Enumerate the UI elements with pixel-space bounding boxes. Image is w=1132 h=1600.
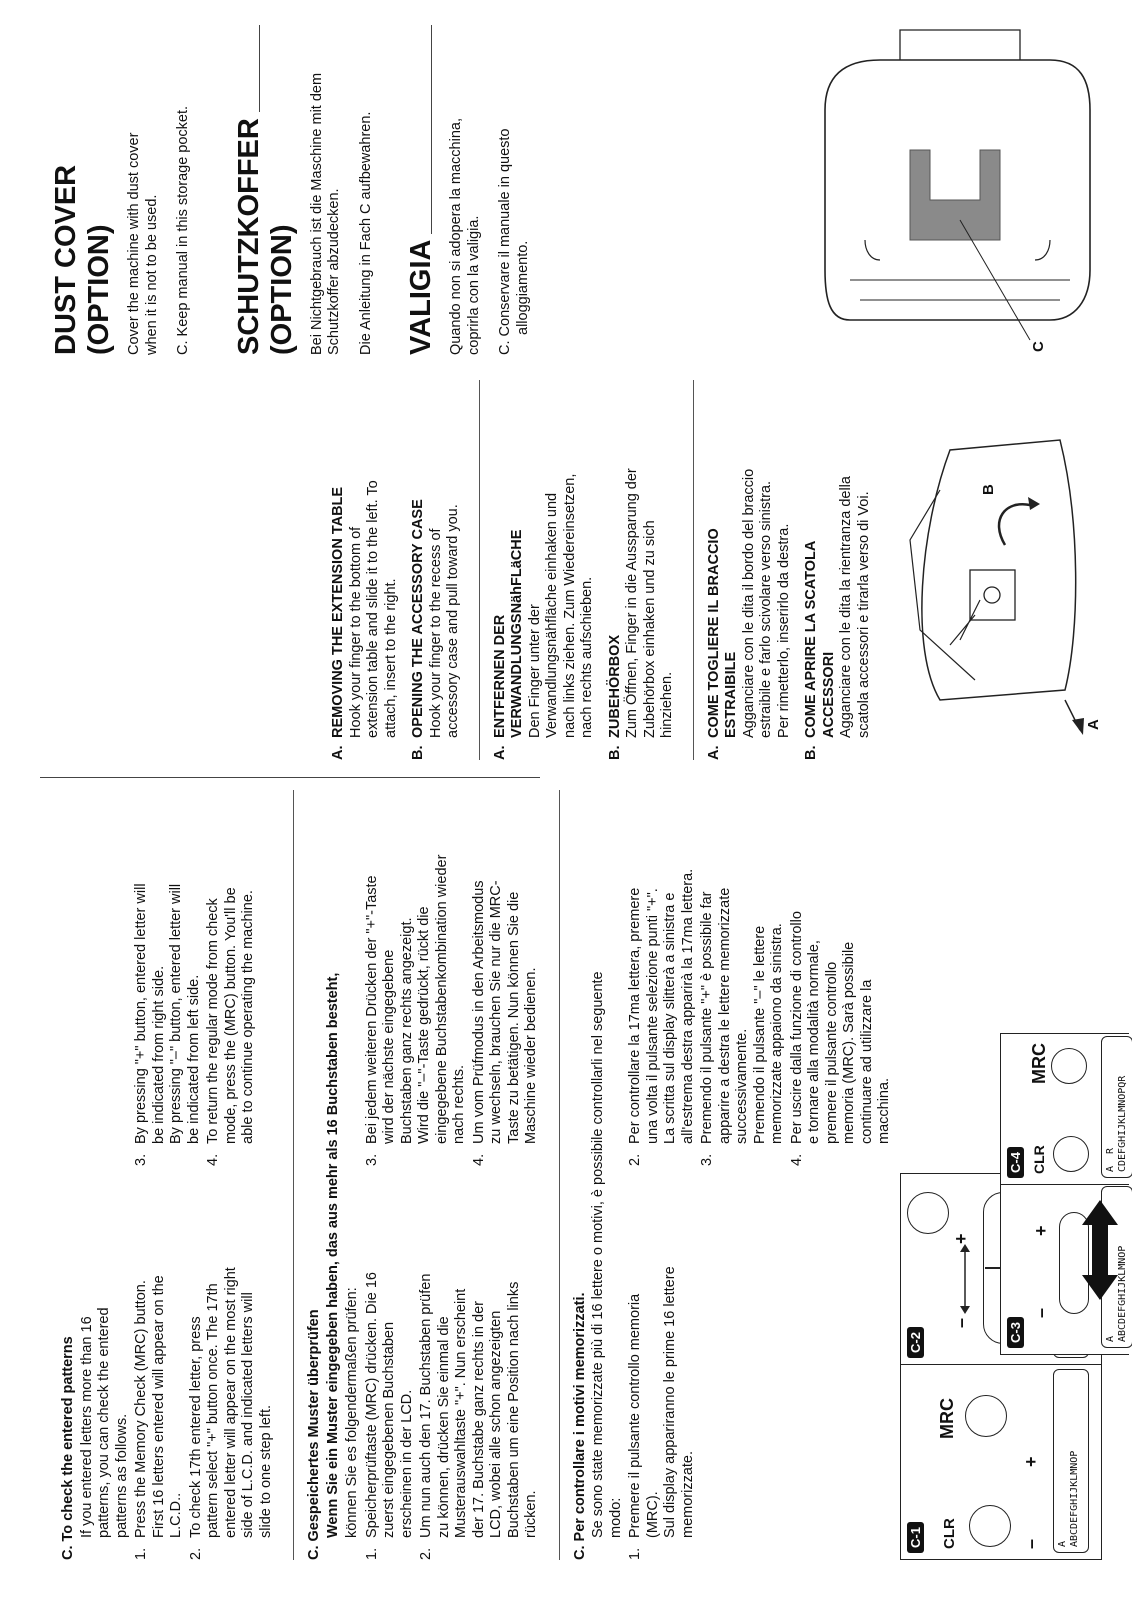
mid-it <box>706 380 874 760</box>
lcd-diagram-c4 <box>1000 1033 1129 1185</box>
extension-table-column <box>330 380 883 760</box>
mrc-label: MRC <box>937 1398 957 1439</box>
dust-cover-title: DUST COVER (OPTION) <box>50 164 115 355</box>
double-arrow-icon <box>957 1244 973 1314</box>
mrc-button <box>1051 1048 1087 1084</box>
mid-item: B. ZUBEHÖRBOX Zum Öffnen, Finger in die Aussparung der Zubehörbox einhaken und zu sich hinziehen. <box>606 468 675 760</box>
divider <box>479 380 480 760</box>
step-item: 2. To check 17th entered letter, press pattern select "+" button once. The 17th entered letter will appear on the most right side of L.C.D. and indicated letters will slide to one step left. <box>187 1267 274 1560</box>
extension-table-illustration <box>880 410 1110 740</box>
minus-sign: – <box>1031 1307 1051 1318</box>
lcd-screen: A R CDEFGHIJKLMNOPQR <box>1101 1036 1132 1178</box>
section-de-check <box>306 790 543 1560</box>
diagram-tag: C-2 <box>907 1327 924 1358</box>
divider <box>293 790 294 1560</box>
dust-cover-icon <box>820 20 1120 360</box>
label-b: B <box>980 484 997 495</box>
mid-item: A. COME TOGLIERE IL BRACCIO ESTRAIBILE Agganciare con le dita il bordo del braccio estraibile e farlo scivolare verso sinistra. Per rimetterlo, inserirlo da destra. <box>705 468 792 760</box>
section-intro-2: können Sie es folgendermaßen prüfen: <box>344 1287 360 1538</box>
label-c: C <box>1030 341 1047 352</box>
clr-label: CLR <box>941 1518 958 1549</box>
mid-item: B. COME APRIRE LA SCATOLA ACCESSORI Agganciare con le dita la rientranza della scatola accessori e tirarla verso di Voi. <box>803 476 872 760</box>
dust-cover-illustration <box>820 20 1120 360</box>
paragraph: Die Anleitung in Fach C aufbewahren. <box>357 111 374 355</box>
step-item: 1. Speicherprüftaste (MRC) drücken. Die 16 zuerst eingegebenen Buchstaben erscheinen in der LCD. <box>363 1272 415 1560</box>
step-item: 3. Premendo il pulsante "+" è possibile far apparire a destra le lettere memorizzate successivamente. Premendo il pulsante "–" le lettere memorizzate appaiono da sinistra. <box>699 887 785 1166</box>
step-item: 2. Per controllare la 17ma lettera, premere una volta il pulsante selezione punti "+". La scritta sul display slitterà a sinistra e all'estrema destra apparirà la 17ma lettera. <box>627 868 696 1166</box>
paragraph: C. Conservare il manuale in questo alloggiamento. <box>497 128 531 355</box>
mrc-button <box>965 1395 1007 1437</box>
divider <box>693 380 694 760</box>
diagram-tag: C-1 <box>907 1522 924 1553</box>
mrc-label: MRC <box>1029 1043 1049 1084</box>
valigia-title: VALIGIA <box>405 25 438 355</box>
plus-sign: + <box>1021 1456 1041 1467</box>
section-title: C. To check the entered patterns <box>60 1336 76 1560</box>
sewing-machine-arm-icon <box>880 410 1110 740</box>
step-item: 3. Bei jedem weiteren Drücken der "+"-Taste wird der nächste eingegebene Buchstaben ganz rechts angezeigt. Wird die "–"-Taste gedrückt, rückt die eingegebene Buchstabenkombination wieder nach rechts. <box>363 854 467 1166</box>
mrc-button <box>907 1192 949 1234</box>
section-intro: If you entered letters more than 16 patterns, you can check the entered patterns as follows. <box>78 1307 130 1538</box>
section-it-check <box>572 790 896 1560</box>
plus-sign: + <box>1031 1225 1051 1236</box>
clr-button <box>969 1505 1011 1547</box>
step-item: 1. Press the Memory Check (MRC) button. First 16 letters entered will appear on the L.C.D.. <box>133 1275 184 1560</box>
section-intro: Se sono state memorizzate più di 16 lettere o motivi, è possibile controllarli nel seguente modo: <box>590 971 624 1538</box>
step-item: 3. By pressing "+" button, entered letter will be indicated from right side. By pressing "–" button, entered letter will be indicated from left side. <box>133 883 202 1166</box>
step-list <box>133 790 277 1560</box>
paragraph: Bei Nichtgebrauch ist die Maschine mit dem Schutzkoffer abzudecken. <box>308 72 342 355</box>
minus-sign: – <box>951 1317 971 1328</box>
step-item: 4. To return the regular mode from check mode, press the (MRC) button. You'll be able to continue operating the machine. <box>205 887 256 1166</box>
section-title: C. Gespeichertes Muster überprüfen <box>306 1309 322 1560</box>
mid-item: A. REMOVING THE EXTENSION TABLE Hook your finger to the bottom of extension table and slide it to the left. To attach, insert to the right. <box>330 480 399 760</box>
paragraph: Quando non si adopera la macchina, coprirla con la valigia. <box>448 118 482 355</box>
step-list <box>364 790 543 1560</box>
check-patterns-column <box>60 790 896 1560</box>
clr-button <box>1053 1136 1089 1172</box>
label-a: A <box>1085 719 1102 730</box>
lcd-screen: A ABCDEFGHIJKLMNOP <box>1053 1369 1089 1553</box>
minus-sign: – <box>1021 1538 1041 1549</box>
mid-item: B. OPENING THE ACCESSORY CASE Hook your finger to the recess of accessory case and pull toward you. <box>410 499 461 760</box>
section-title: C. Per controllare i motivi memorizzati. <box>571 1292 588 1560</box>
section-intro: Wenn Sie ein Muster eingegeben haben, das aus mehr als 16 Buchstaben besteht, <box>324 972 341 1538</box>
divider <box>559 790 560 1560</box>
mid-de <box>492 380 677 760</box>
mid-en <box>330 380 463 760</box>
plus-sign: + <box>951 1233 971 1244</box>
step-item: 4. Um vom Prüfmodus in den Arbeitsmodus zu wechseln, brauchen Sie nur die MRC- Taste zu betätigen. Nun können Sie die Maschine wieder bedienen. <box>470 880 539 1166</box>
schutzkoffer-subtitle: (OPTION) <box>265 224 298 355</box>
big-double-arrow-icon <box>1080 1200 1120 1300</box>
clr-label: CLR <box>1031 1145 1047 1174</box>
diagram-tag: C-4 <box>1007 1147 1024 1178</box>
dust-cover-column <box>50 25 546 355</box>
lcd-screen: A ABCDEFGHIJKLMNOP <box>1101 1186 1132 1348</box>
diagram-tag: C-3 <box>1007 1317 1024 1348</box>
paragraph: C. Keep manual in this storage pocket. <box>175 105 191 355</box>
lcd-diagram-c1 <box>900 1363 1102 1560</box>
section-en-check <box>60 790 277 1560</box>
column-divider <box>40 777 540 778</box>
step-item: 4. Per uscire dalla funzione di controllo e tornare alla modalità normale, premere il pulsante controllo memoria (MRC). Sarà possibile continuare ad utilizzare la macchina. <box>788 911 892 1166</box>
mid-item: A. ENTFERNEN DER VERWANDLUNGSNähFLäCHE Den Finger unter der Verwandlungsnähfläche einhaken und nach links ziehen. Zum Wiedereinsetzen, nach rechts aufschieben. <box>491 473 595 760</box>
step-item: 2. Um nun auch den 17. Buchstaben prüfen zu können, drücken Sie einmal die Musterauswahltaste "+". Nun erscheint der 17. Buchstabe ganz rechts in der LCD, wobei alle schon angezeigten Buchstaben um eine Position nach links rücken. <box>418 1273 539 1560</box>
step-item: 1. Premere il pulsante controllo memoria (MRC). Sul display appariranno le prime 16 lettere memorizzate. <box>627 1266 696 1560</box>
step-list <box>627 790 896 1560</box>
schutzkoffer-title: SCHUTZKOFFER <box>233 25 266 355</box>
paragraph: Cover the machine with dust cover when it is not to be used. <box>126 132 160 355</box>
